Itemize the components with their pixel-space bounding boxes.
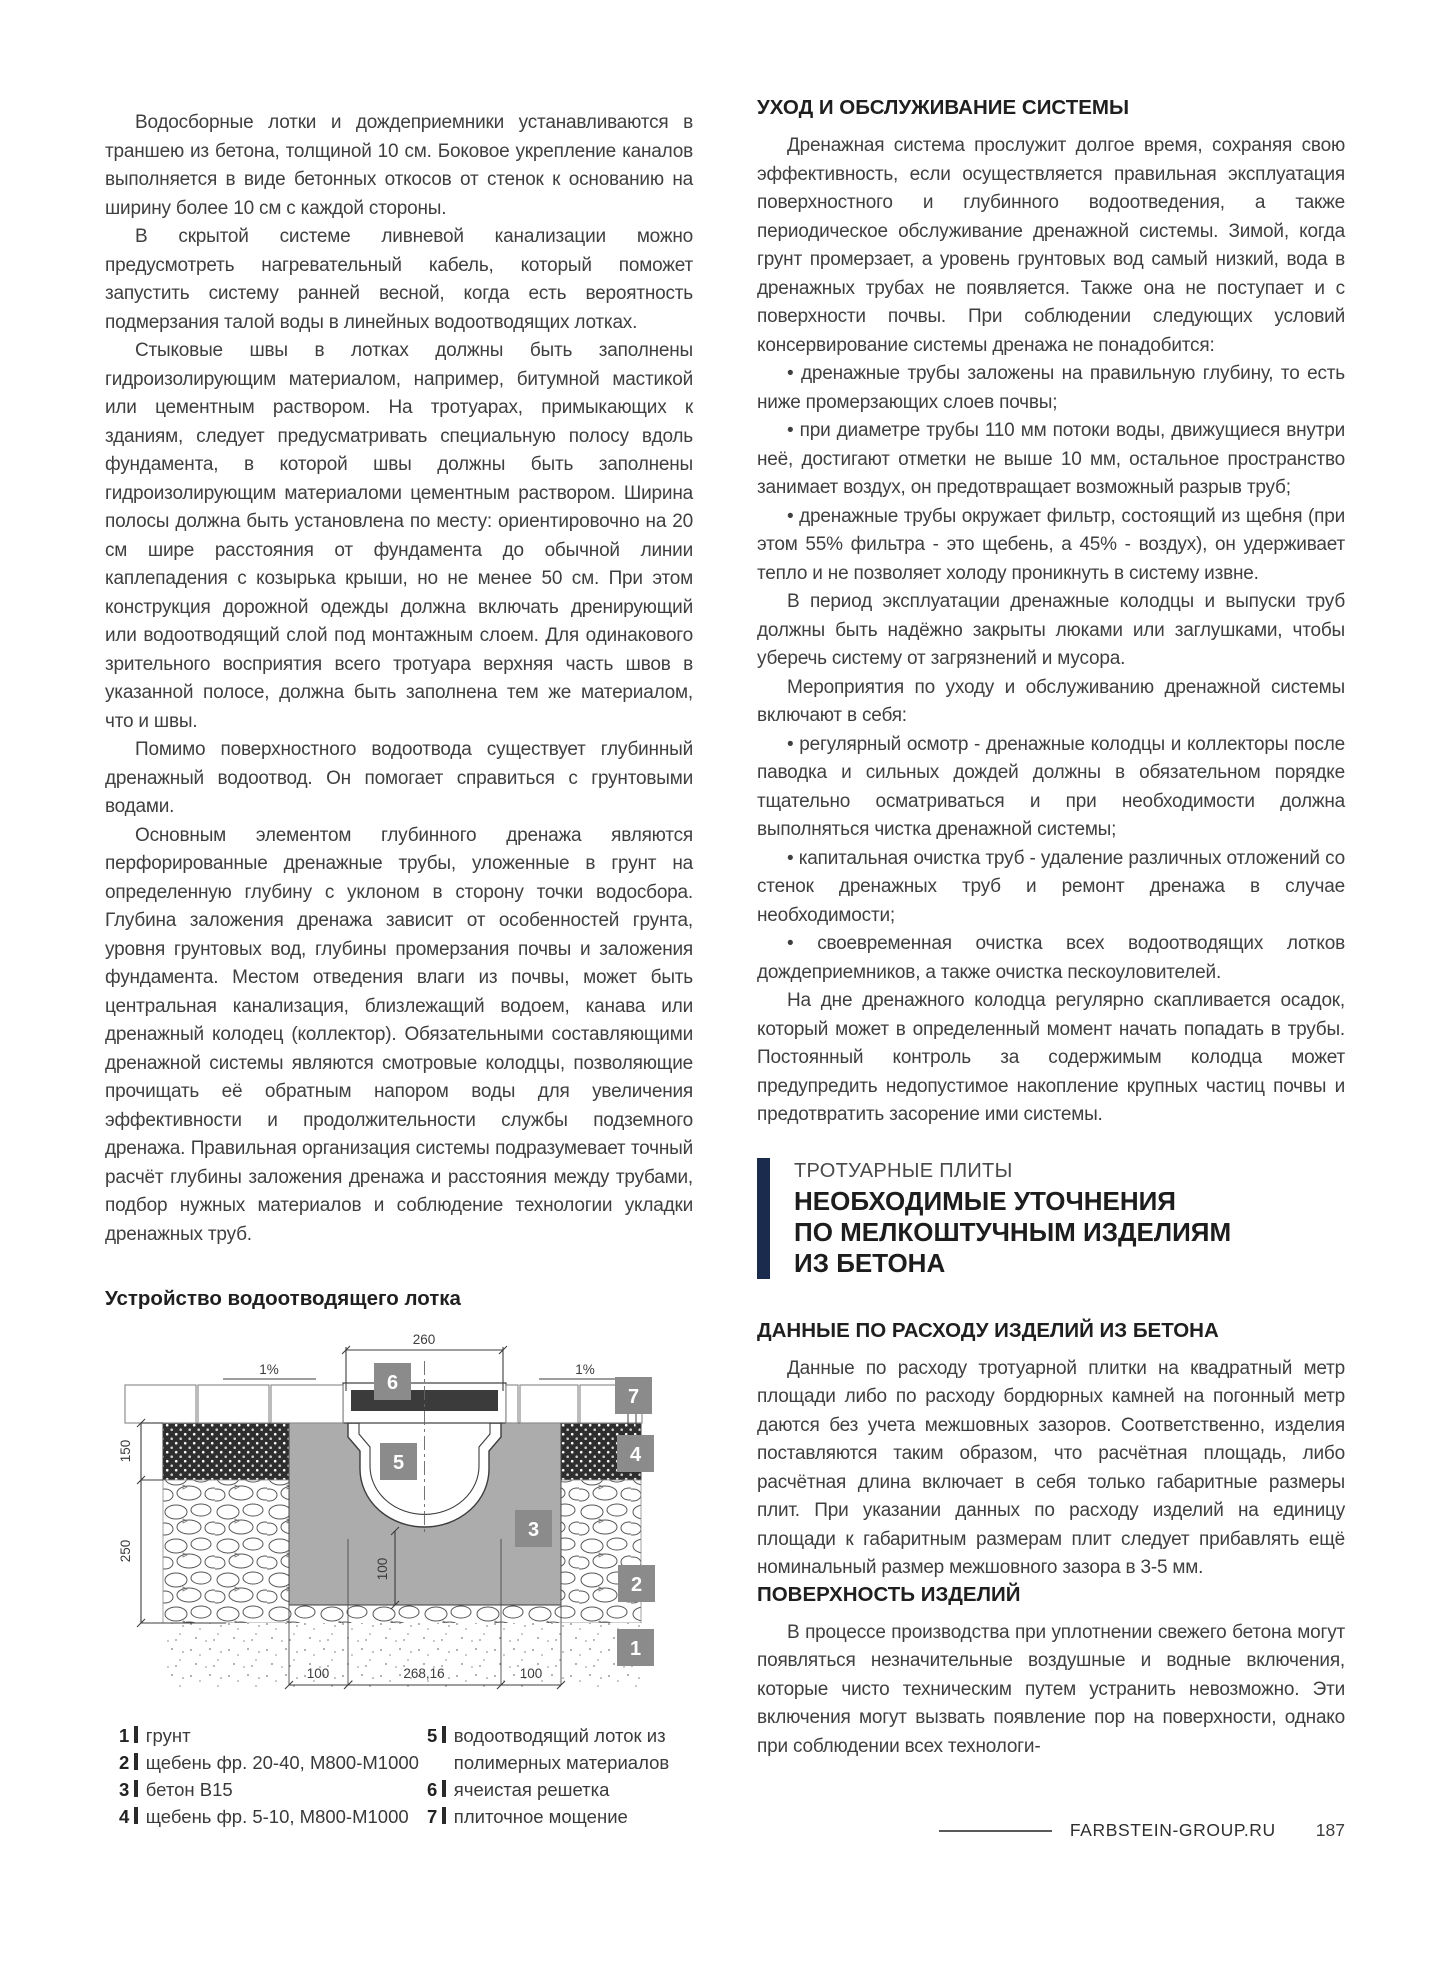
dim-label-250: 250 [118,1539,133,1563]
bullet-item: • капитальная очистка труб - удаление различных отложений со стенок дренажных труб и ремонт дренажа в случае необходимости; [757,847,1345,926]
figure-title: Устройство водоотводящего лотка [105,1287,461,1310]
dim-label-bottom-left: 100 [306,1666,330,1681]
legend-item [427,1776,677,1803]
heading-care-maintenance: УХОД И ОБСЛУЖИВАНИЕ СИСТЕМЫ [757,96,1130,119]
legend-label: щебень фр. 20-40, М800-М1000 [145,1752,419,1773]
legend-label: водоотводящий лоток из полимерных материалов [453,1725,670,1773]
dim-label-bottom-right: 100 [519,1666,543,1681]
bullet-item: • дренажные трубы заложены на правильную глубину, то есть ниже промерзающих слоев почвы; [757,363,1345,413]
layer-crushed-stone-under-channel [289,1605,561,1623]
legend-separator [442,1807,446,1824]
section-title-line: ИЗ БЕТОНА [794,1247,946,1278]
paragraph: Помимо поверхностного водоотвода существует глубинный дренажный водоотвод. Он помогает справиться с грунтовыми водами. [105,739,693,817]
layer-crushed-stone-5-10-left [163,1423,289,1480]
legend-separator [134,1807,138,1824]
legend-number: 6 [427,1779,438,1800]
paragraph: На дне дренажного колодца регулярно скапливается осадок, который может в определенный момент начать попадать в трубы. Постоянный контроль за содержимым колодца может предупредить недопустимое накопление крупных частиц почвы и предотвратить засорение ими системы. [757,990,1345,1125]
legend-item [427,1803,677,1830]
paragraph: Стыковые швы в лотках должны быть заполнены гидроизолирующим материалом, например, битумной мастикой или цементным раствором. На тротуарах, примыкающих к зданиям, следует предусматривать специальную полосу вдоль фундамента, в которой швы должны быть заполнены гидроизолирующим материаломи цементным раствором. Ширина полосы должна быть установлена по месту: ориентировочно на 20 см шире расстояния от фундамента до обычной линии каплепадения с козырька крыши, но не менее 50 см. При этом конструкция дорожной одежды должна включать дренирующий или водоотводящий слой под монтажным слоем. Для одинакового зрительного восприятия всего тротуара верхняя часть швов в указанной полосе, должна быть заполнена тем же материалом, что и швы. [105,340,693,732]
legend-separator [442,1780,446,1797]
heading-consumption-data: ДАННЫЕ ПО РАСХОДУ ИЗДЕЛИЙ ИЗ БЕТОНА [757,1318,1219,1342]
legend-separator [134,1753,138,1770]
page-footer [939,1820,1345,1841]
paragraph: Водосборные лотки и дождеприемники устанавливаются в траншею из бетона, толщиной 10 см. Боковое укрепление каналов выполняется в виде бетонных откосов от стенок к основанию на ширину более 10 см с каждой стороны. [105,112,693,219]
drainage-channel-diagram [111,1333,693,1706]
legend-number: 7 [427,1806,438,1827]
drainage-cross-section-drawing [111,1333,683,1701]
legend-number: 3 [119,1779,130,1800]
paragraph: Основным элементом глубинного дренажа являются перфорированные дренажные трубы, уложенные в грунт на определенную глубину с уклоном в сторону точки водосбора. Глубина заложения дренажа зависит от особенностей грунта, уровня грунтовых вод, глубины промерзания почвы и заложения фундамента. Местом отведения влаги из почвы, может быть центральная канализация, близлежащий водоем, канава или дренажный колодец (коллектор). Обязательными составляющими дренажной системы являются смотровые колодцы, позволяющие прочищать её обратным напором воды для увеличения эффективности и продолжительности службы подземного дренажа. Правильная организация системы подразумевает точный расчёт глубины заложения дренажа и расстояния между трубами, подбор нужных материалов и соблюдение технологии укладки дренажных труб. [105,824,693,1245]
legend-item [119,1803,427,1830]
legend-label: щебень фр. 5-10, М800-М1000 [145,1806,409,1827]
footer-rule [939,1830,1052,1832]
paragraph: В скрытой системе ливневой канализации можно предусмотреть нагревательный кабель, который поможет запустить систему ранней весной, когда есть вероятность подмерзания талой воды в линейных водоотводящих лотках. [105,226,693,333]
paragraph: В период эксплуатации дренажные колодцы и выпуски труб должны быть надёжно закрыты люками или заглушками, чтобы уберечь систему от загрязнений и мусора. [757,591,1345,669]
page-number: 187 [1315,1820,1345,1840]
layer-soil [163,1623,641,1689]
legend-label: грунт [145,1725,191,1746]
legend-number: 5 [427,1725,438,1746]
callout-2-number: 2 [630,1574,643,1596]
callout-3-number: 3 [527,1519,540,1541]
callout-1-number: 1 [629,1638,642,1660]
legend-column-1 [119,1722,427,1830]
legend-column-2 [427,1722,677,1830]
legend-item [119,1776,427,1803]
paragraph: Мероприятия по уходу и обслуживанию дренажной системы включают в себя: [757,676,1345,726]
section-header-text [794,1158,1231,1279]
section-title-line: НЕОБХОДИМЫЕ УТОЧНЕНИЯ [794,1185,1176,1216]
legend-label: ячеистая решетка [453,1779,610,1800]
legend-item [427,1722,677,1776]
figure-legend [119,1722,693,1830]
dim-label-260: 260 [412,1333,436,1347]
callout-7-number: 7 [627,1386,640,1408]
section-title [794,1186,1231,1279]
slope-label-left: 1% [259,1362,279,1377]
dim-label-bottom-center: 268,16 [403,1666,445,1681]
dim-label-150: 150 [118,1439,133,1463]
callout-4-number: 4 [629,1444,642,1466]
dim-label-100-depth: 100 [375,1557,390,1581]
layer-crushed-stone-20-40-left [163,1480,289,1623]
bullet-item: • своевременная очистка всех водоотводящих лотков дождеприемников, а также очистка пескоуловителей. [757,933,1345,983]
legend-number: 2 [119,1752,130,1773]
section-eyebrow: ТРОТУАРНЫЕ ПЛИТЫ [794,1159,1013,1182]
legend-number: 4 [119,1806,130,1827]
section-header-paving-slabs [757,1158,1345,1279]
legend-number: 1 [119,1725,130,1746]
heading-product-surface: ПОВЕРХНОСТЬ ИЗДЕЛИЙ [757,1582,1021,1606]
slope-label-right: 1% [575,1362,595,1377]
paragraph: В процессе производства при уплотнении свежего бетона могут появляться незначительные воздушные и водные включения, которые чисто техническим путем устранить невозможно. Эти включения могут вызвать появление пор на поверхности, однако при соблюдении всех технологи- [757,1621,1345,1757]
section-title-line: ПО МЕЛКОШТУЧНЫМ ИЗДЕЛИЯМ [794,1216,1232,1247]
section-accent-bar [757,1158,770,1279]
bullet-item: • регулярный осмотр - дренажные колодцы и коллекторы после паводка и сильных дождей должны в обязательном порядке тщательно осматриваться и при необходимости должна выполняться чистка дренажной системы; [757,733,1345,840]
footer-website: FARBSTEIN-GROUP.RU [1069,1820,1276,1840]
legend-separator [134,1780,138,1797]
paragraph: Данные по расходу тротуарной плитки на квадратный метр площади либо по расходу бордюрных камней на погонный метр даются без учета межшовных зазоров. Соответственно, изделия поставляются таким образом, что расчётная площадь, либо расчётная длина включает в себя только габаритные размеры плит. При указании данных по расходу изделий на единицу площади к габаритным размерам плит следует прибавлять ещё номинальный размер межшовного зазора в 3-5 мм. [757,1357,1345,1578]
legend-item [119,1749,427,1776]
legend-separator [134,1726,138,1743]
legend-label: бетон В15 [145,1779,233,1800]
legend-separator [442,1726,446,1743]
legend-label: плиточное мощение [453,1806,628,1827]
bullet-item: • дренажные трубы окружает фильтр, состоящий из щебня (при этом 55% фильтра - это щебень, а 45% - воздух), он удерживает тепло и не позволяет холоду проникнуть в систему извне. [757,505,1345,584]
right-column [757,96,1345,1830]
callout-5-number: 5 [392,1452,405,1474]
legend-item [119,1722,427,1749]
left-column [105,96,693,1830]
paragraph: Дренажная система прослужит долгое время, сохраняя свою эффективность, если осуществляется правильная эксплуатация поверхностного и глубинного водоотведения, а также периодическое обслуживание дренажной системы. Зимой, когда грунт промерзает, а уровень грунтовых вод самый низкий, вода в дренажных трубах не появляется. Также она не поступает и с поверхности почвы. При соблюдении следующих условий консервирование системы дренажа не понадобится: [757,135,1345,356]
callout-6-number: 6 [386,1372,399,1394]
bullet-item: • при диаметре трубы 110 мм потоки воды, движущиеся внутри неё, достигают отметки не выше 10 мм, остальное пространство занимает воздух, он предотвращает возможный разрыв труб; [757,420,1345,498]
